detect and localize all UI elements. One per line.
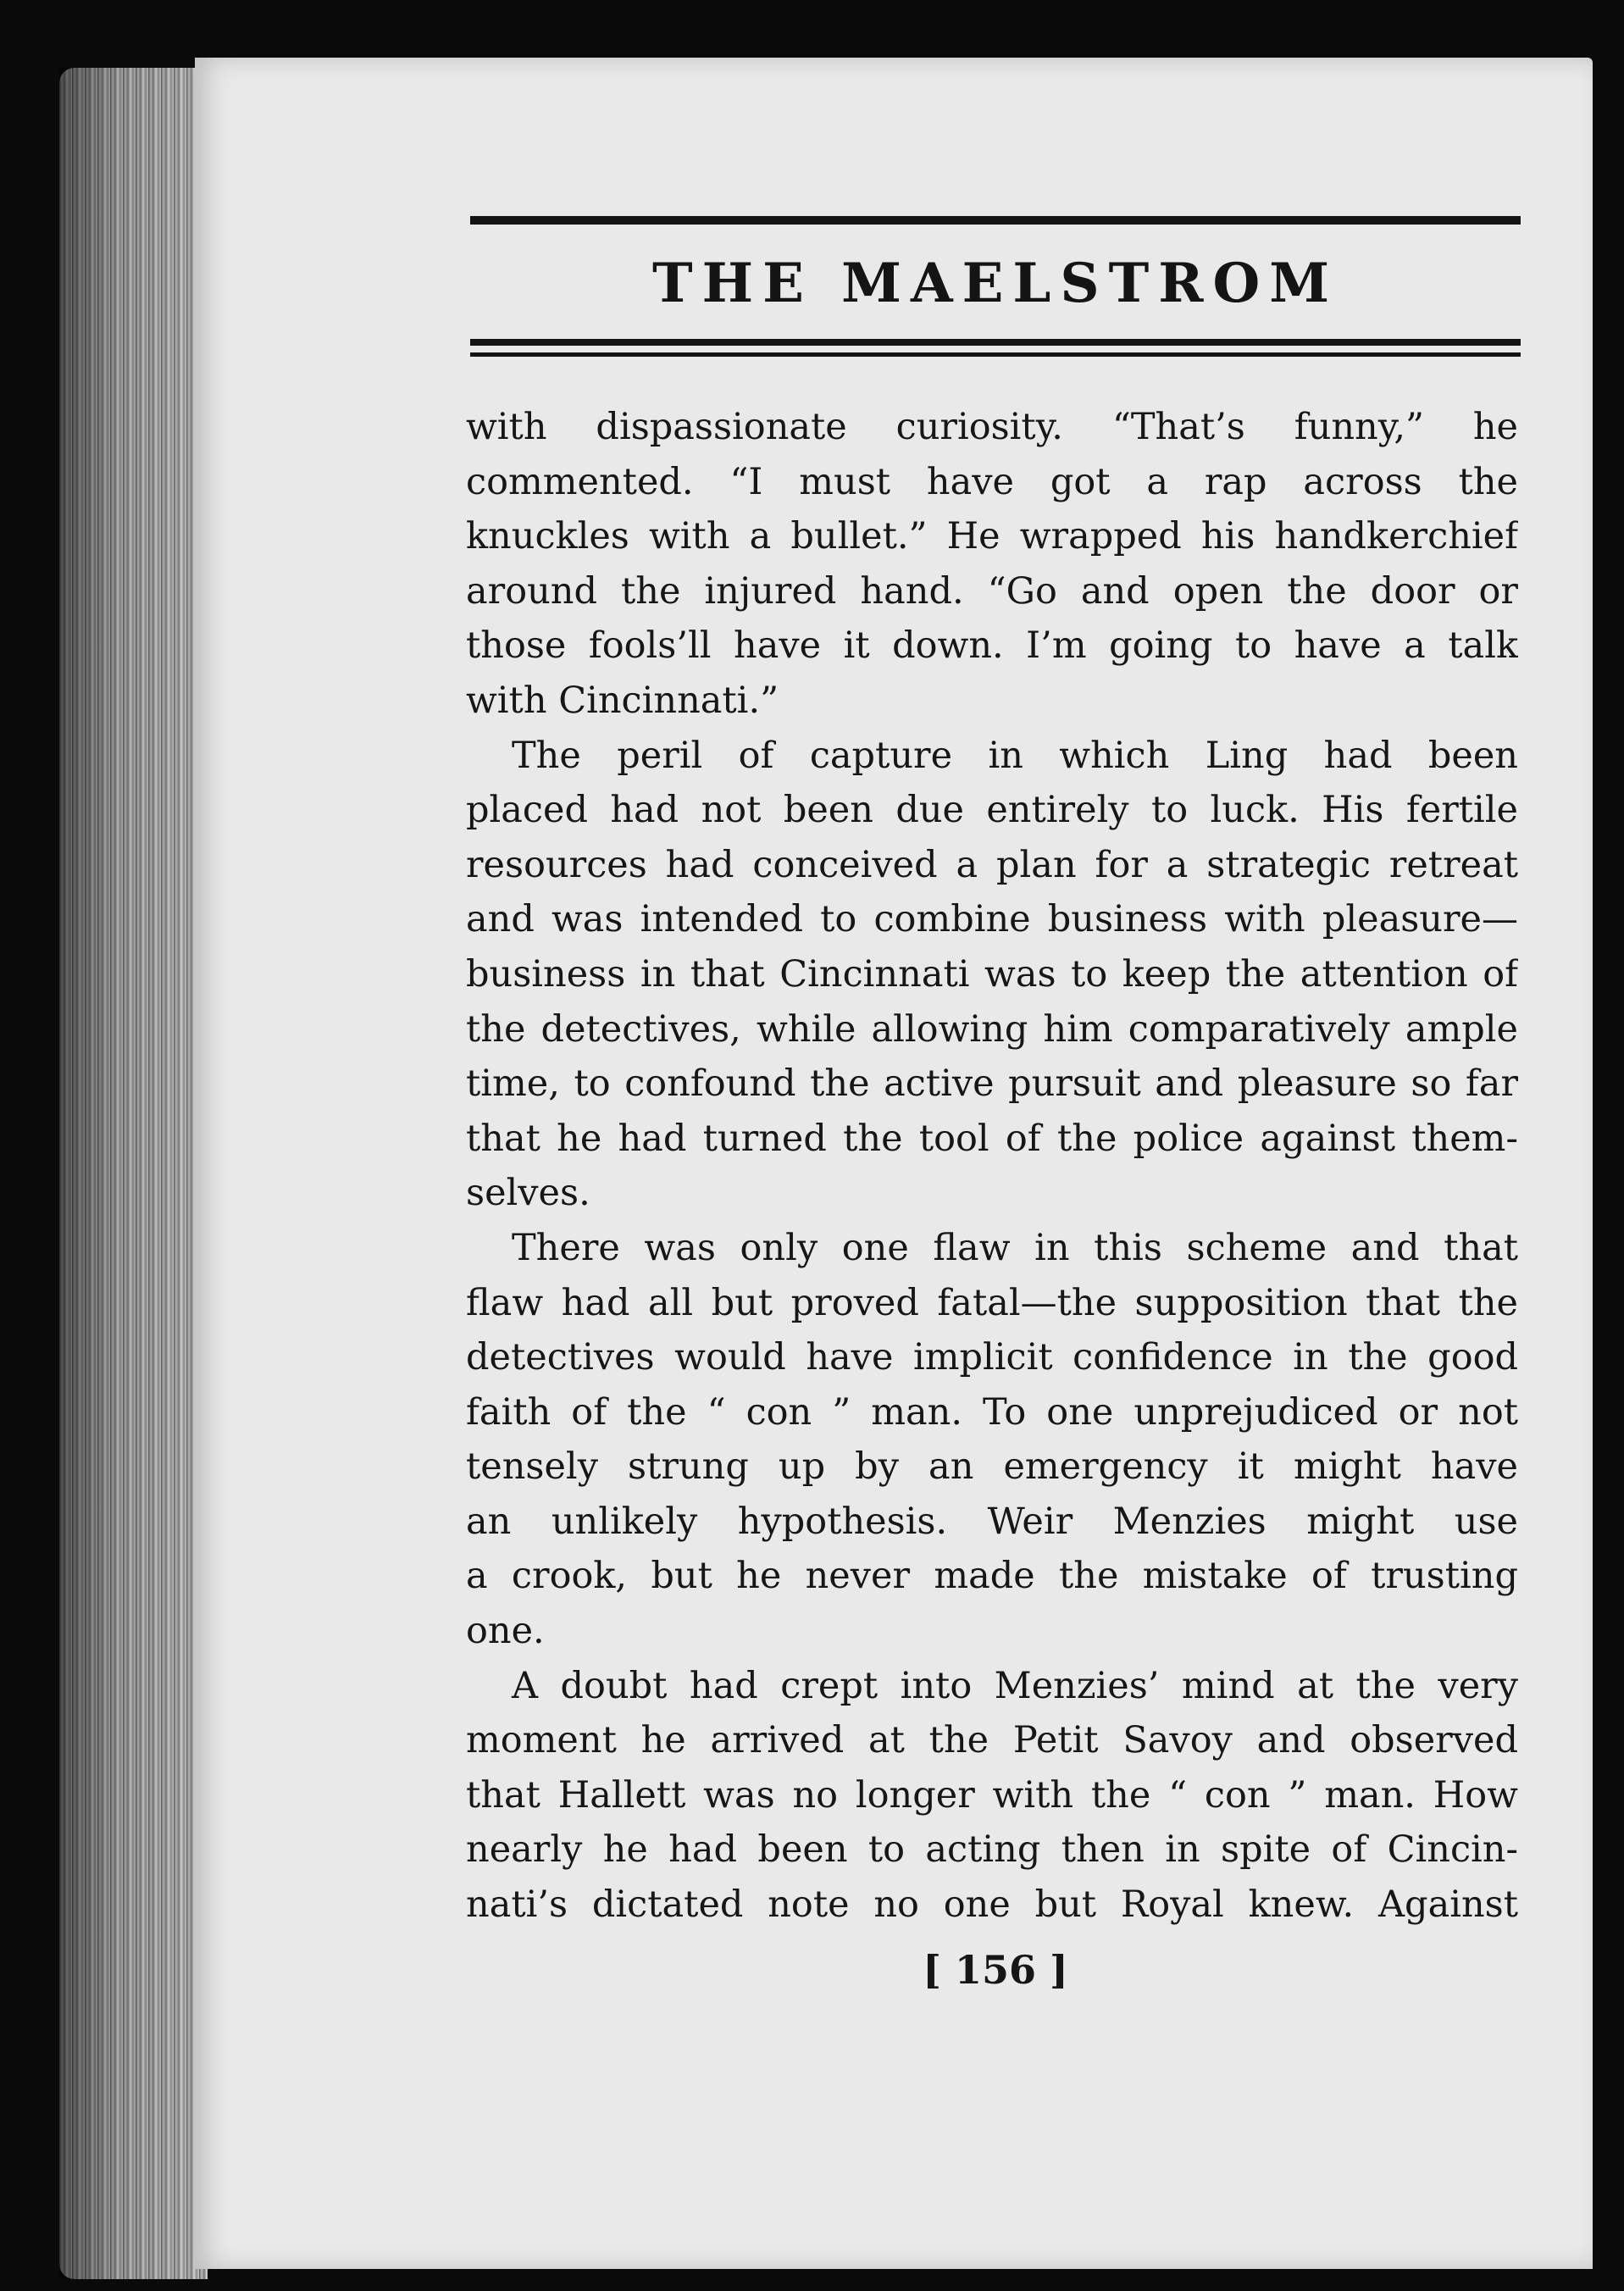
text-line: selves. [466, 1172, 590, 1215]
header-rule-top [470, 216, 1521, 225]
text-line: flaw had all but proved fatal—the supposition that the [466, 1281, 1518, 1324]
text-line: the detectives, while allowing him comparatively ample [466, 1007, 1518, 1051]
text-line: with dispassionate curiosity. “That’s funny,” he [466, 406, 1518, 448]
text-line: knuckles with a bullet.” He wrapped his handkerchief [466, 515, 1518, 558]
text-line: commented. “I must have got a rap across the [466, 460, 1518, 503]
page-number: [ 156 ] [923, 1947, 1068, 1993]
body-text [466, 400, 1518, 1933]
text-line: those fools’ll have it down. I’m going to have a talk [466, 624, 1518, 668]
text-line: A doubt had crept into Menzies’ mind at the very [512, 1664, 1518, 1707]
text-line: business in that Cincinnati was to keep the attention of [466, 952, 1518, 996]
header-rule-thin [470, 352, 1521, 357]
text-line: an unlikely hypothesis. Weir Menzies might use [466, 1500, 1518, 1543]
running-head: THE MAELSTROM [651, 252, 1339, 315]
text-line: There was only one flaw in this scheme and that [512, 1226, 1518, 1269]
text-line: resources had conceived a plan for a strategic retreat [466, 843, 1518, 886]
text-line: and was intended to combine business with pleasure— [466, 898, 1518, 941]
text-line: moment he arrived at the Petit Savoy and observed [466, 1719, 1518, 1762]
text-line: faith of the “ con ” man. To one unprejudiced or not [466, 1390, 1518, 1434]
text-line: one. [466, 1610, 545, 1653]
text-line: that Hallett was no longer with the “ con ” man. How [466, 1773, 1518, 1817]
text-line: time, to confound the active pursuit and pleasure so far [466, 1062, 1518, 1106]
text-line: that he had turned the tool of the police against them- [466, 1117, 1518, 1160]
text-line: a crook, but he never made the mistake of trusting [466, 1555, 1518, 1598]
text-line: detectives would have implicit confidence in the good [466, 1336, 1518, 1379]
text-line: nati’s dictated note no one but Royal knew. Against [466, 1883, 1518, 1927]
text-line: around the injured hand. “Go and open the door or [466, 569, 1518, 613]
header-rule-thick [470, 339, 1521, 346]
text-line: tensely strung up by an emergency it might have [466, 1445, 1518, 1489]
text-line: placed had not been due entirely to luck. His fertile [466, 789, 1518, 832]
text-line: nearly he had been to acting then in spite of Cincin- [466, 1828, 1518, 1872]
text-line: with Cincinnati.” [466, 679, 779, 722]
page-edges [59, 68, 208, 2279]
text-line: The peril of capture in which Ling had been [512, 734, 1518, 777]
